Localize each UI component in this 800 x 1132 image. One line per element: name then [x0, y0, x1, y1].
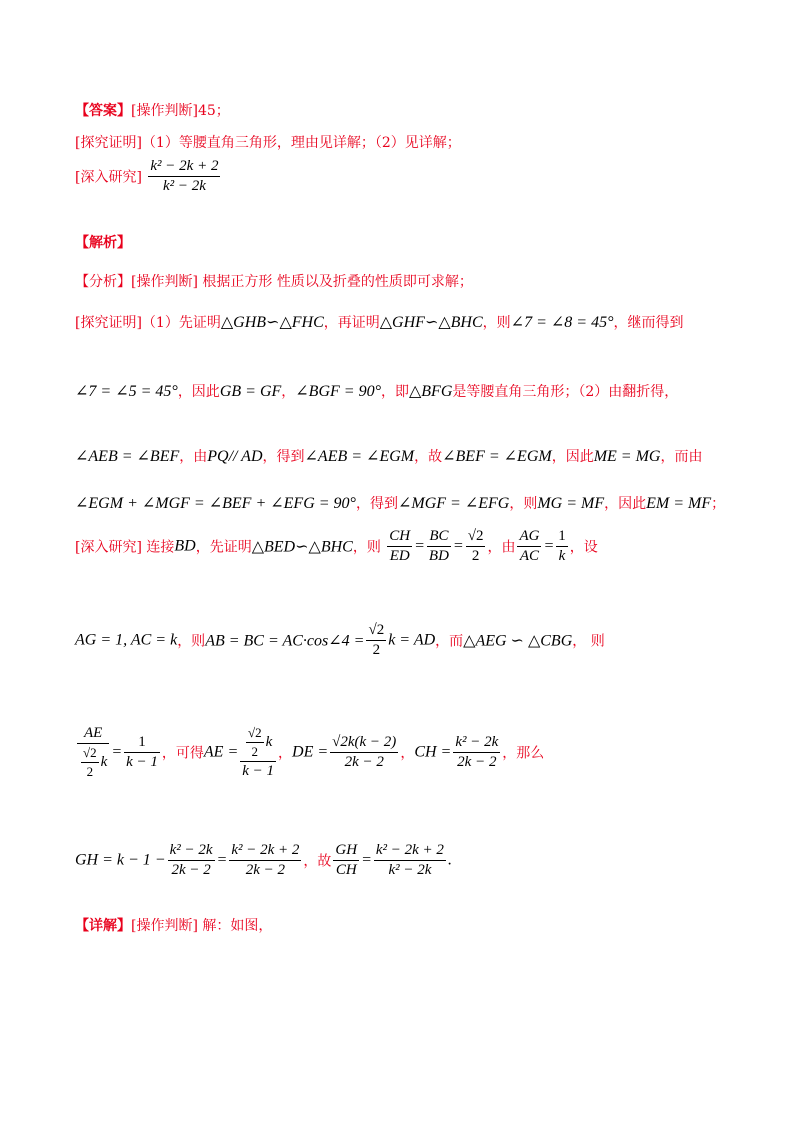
- analysis-heading: 【解析】: [75, 235, 131, 251]
- explore-line-3: ∠AEB = ∠BEF，由PQ// AD，得到∠AEB = ∠EGM，故∠BEF = ∠EGM，因此ME = MG，而由: [75, 448, 703, 465]
- explore-line-4: ∠EGM + ∠MGF = ∠BEF + ∠EFG = 90°，得到∠MGF = ∠EFG，则MG = MF，因此EM = MF；: [75, 495, 726, 512]
- research-line-4: GH = k − 1 − $\frac{\text{k² − 2k}}{2k - 2}$ = $\frac{\text{k² − 2k + 2}}{2k - 2}$ ，故 $\frac{GH}{CH}$ = $\frac{\text{k² − 2k + 2}}{\text{k² − 2k}}$ .: [75, 842, 452, 878]
- research-line-3: AE $\frac{√2}{2}$ k = $\frac{1}{k - 1}$ ，可得AE = $\frac{√2}{2}$ k k − 1 ，DE = $\frac{√2k(k - 2)}{2k - 2}$ ，CH = $\frac{\text{k² − 2k}}{2k - 2}$ ，那么: [75, 725, 544, 780]
- analysis-line: 【分析】[操作判断] 根据正方形 性质以及折叠的性质即可求解；: [75, 274, 473, 290]
- explore-line-2: ∠7 = ∠5 = 45°，因此GB = GF，∠BGF = 90°，即△BFG是等腰直角三角形；（2）由翻折得，: [75, 383, 679, 400]
- research-answer-line: [深入研究] $\frac{\text{k² − 2k + 2}}{\text{k² − 2k}}$: [75, 158, 219, 194]
- detail-line: 【详解】[操作判断] 解：如图，: [75, 918, 273, 934]
- explore-line-1: [探究证明]（1）先证明△GHB∽△FHC，再证明△GHF∽△BHC，则∠7 = ∠8 = 45°，继而得到: [75, 314, 684, 331]
- answer-tag: 【答案】: [75, 103, 131, 119]
- detail-tag: 【详解】: [75, 918, 131, 934]
- proof-answer-line: [探究证明]（1）等腰直角三角形，理由见详解；（2）见详解；: [75, 135, 461, 151]
- research-line-1: [深入研究] 连接BD，先证明△BED∽△BHC，则 $\frac{CH}{ED}$ = $\frac{BC}{BD}$ = $\frac{√2}{2}$ ，由 $\frac{AG}{AC}$ = $\frac{1}{k}$ ，设: [75, 528, 598, 564]
- answer-line: 【答案】[操作判断]45；: [75, 103, 230, 119]
- answer-fraction: $\frac{\text{k² − 2k + 2}}{\text{k² − 2k}}$: [150, 158, 219, 194]
- research-line-2: AG = 1, AC = k，则AB = BC = AC·cos∠4 = $\frac{√2}{2}$ k = AD，而△AEG ∽ △CBG， 则: [75, 622, 605, 658]
